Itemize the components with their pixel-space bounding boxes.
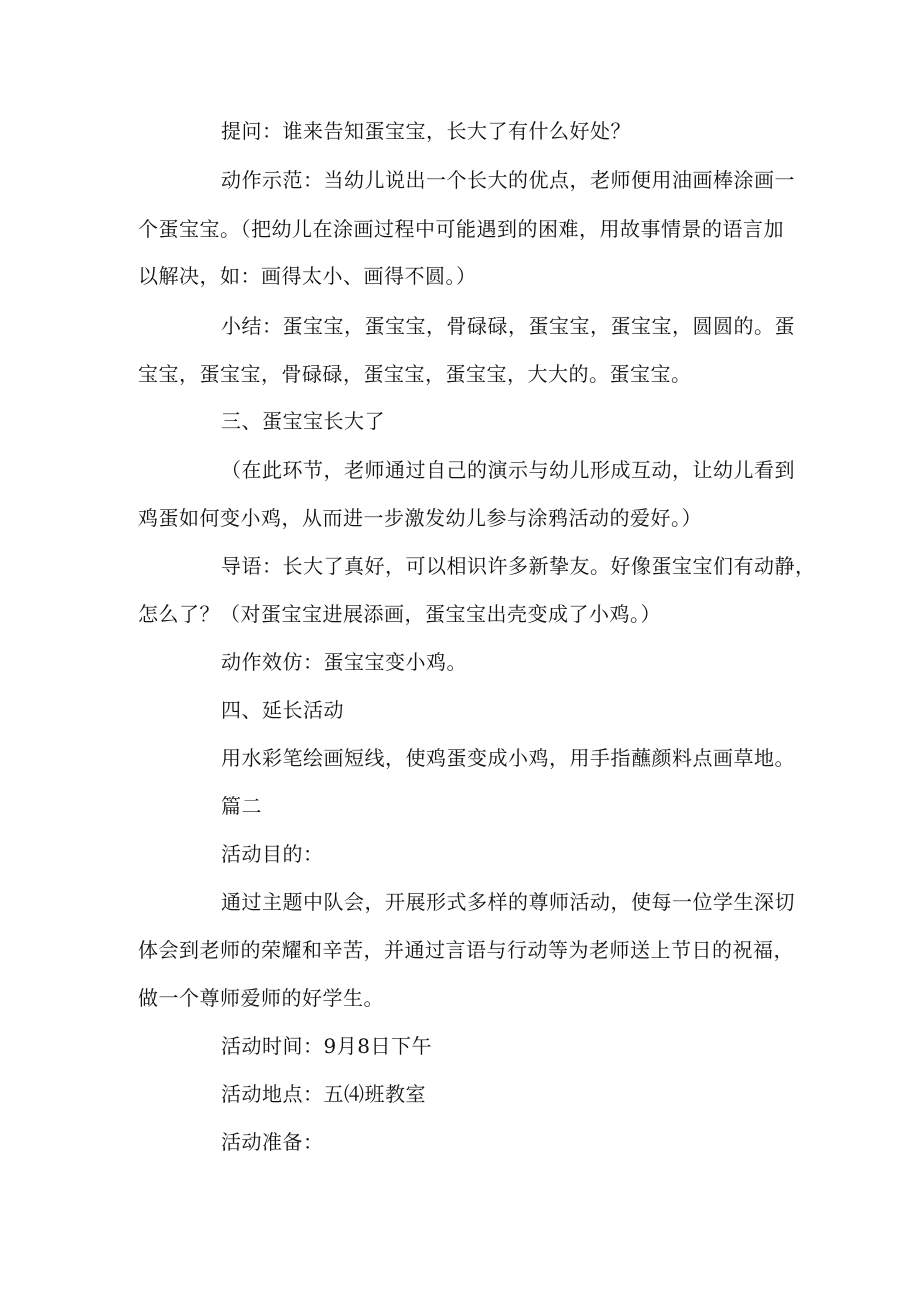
paragraph-guide-line-2: 怎么了？（对蛋宝宝进展添画，蛋宝宝出壳变成了小鸡。）: [138, 602, 661, 626]
paragraph-summary-line-1: 小结：蛋宝宝，蛋宝宝，骨碌碌，蛋宝宝，蛋宝宝，圆圆的。蛋: [221, 314, 795, 338]
paragraph-imitation: 动作效仿：蛋宝宝变小鸡。: [221, 650, 467, 674]
paragraph-interaction-line-2: 鸡蛋如何变小鸡，从而进一步激发幼儿参与涂鸦活动的爱好。）: [138, 506, 702, 530]
paragraph-interaction-line-1: （在此环节，老师通过自己的演示与幼儿形成互动，让幼儿看到: [221, 458, 795, 482]
paragraph-extension: 用水彩笔绘画短线，使鸡蛋变成小鸡，用手指蘸颜料点画草地。: [221, 746, 795, 770]
section-heading-part-two: 篇二: [221, 794, 262, 818]
activity-preparation: 活动准备：: [221, 1130, 324, 1154]
section-heading-four: 四、延长活动: [221, 698, 344, 722]
paragraph-summary-line-2: 宝宝，蛋宝宝，骨碌碌，蛋宝宝，蛋宝宝，大大的。蛋宝宝。: [138, 362, 692, 386]
activity-location: 活动地点：五⑷班教室: [221, 1082, 426, 1106]
paragraph-question: 提问：谁来告知蛋宝宝，长大了有什么好处？: [221, 119, 631, 143]
paragraph-goal-line-3: 做一个尊师爱师的好学生。: [138, 986, 384, 1010]
paragraph-goal-line-2: 体会到老师的荣耀和辛苦，并通过言语与行动等为老师送上节日的祝福，: [138, 938, 794, 962]
label-activity-goal: 活动目的：: [221, 842, 324, 866]
section-heading-three: 三、蛋宝宝长大了: [221, 409, 385, 433]
paragraph-demo-line-3: 以解决，如：画得太小、画得不圆。）: [138, 264, 477, 288]
paragraph-guide-line-1: 导语：长大了真好，可以相识许多新挚友。好像蛋宝宝们有动静，: [221, 554, 816, 578]
activity-time: 活动时间：9月8日下午: [221, 1034, 432, 1058]
paragraph-demo-line-1: 动作示范：当幼儿说出一个长大的优点，老师便用油画棒涂画一: [221, 168, 795, 192]
paragraph-goal-line-1: 通过主题中队会，开展形式多样的尊师活动，使每一位学生深切: [221, 890, 795, 914]
paragraph-demo-line-2: 个蛋宝宝。（把幼儿在涂画过程中可能遇到的困难，用故事情景的语言加: [138, 217, 784, 241]
